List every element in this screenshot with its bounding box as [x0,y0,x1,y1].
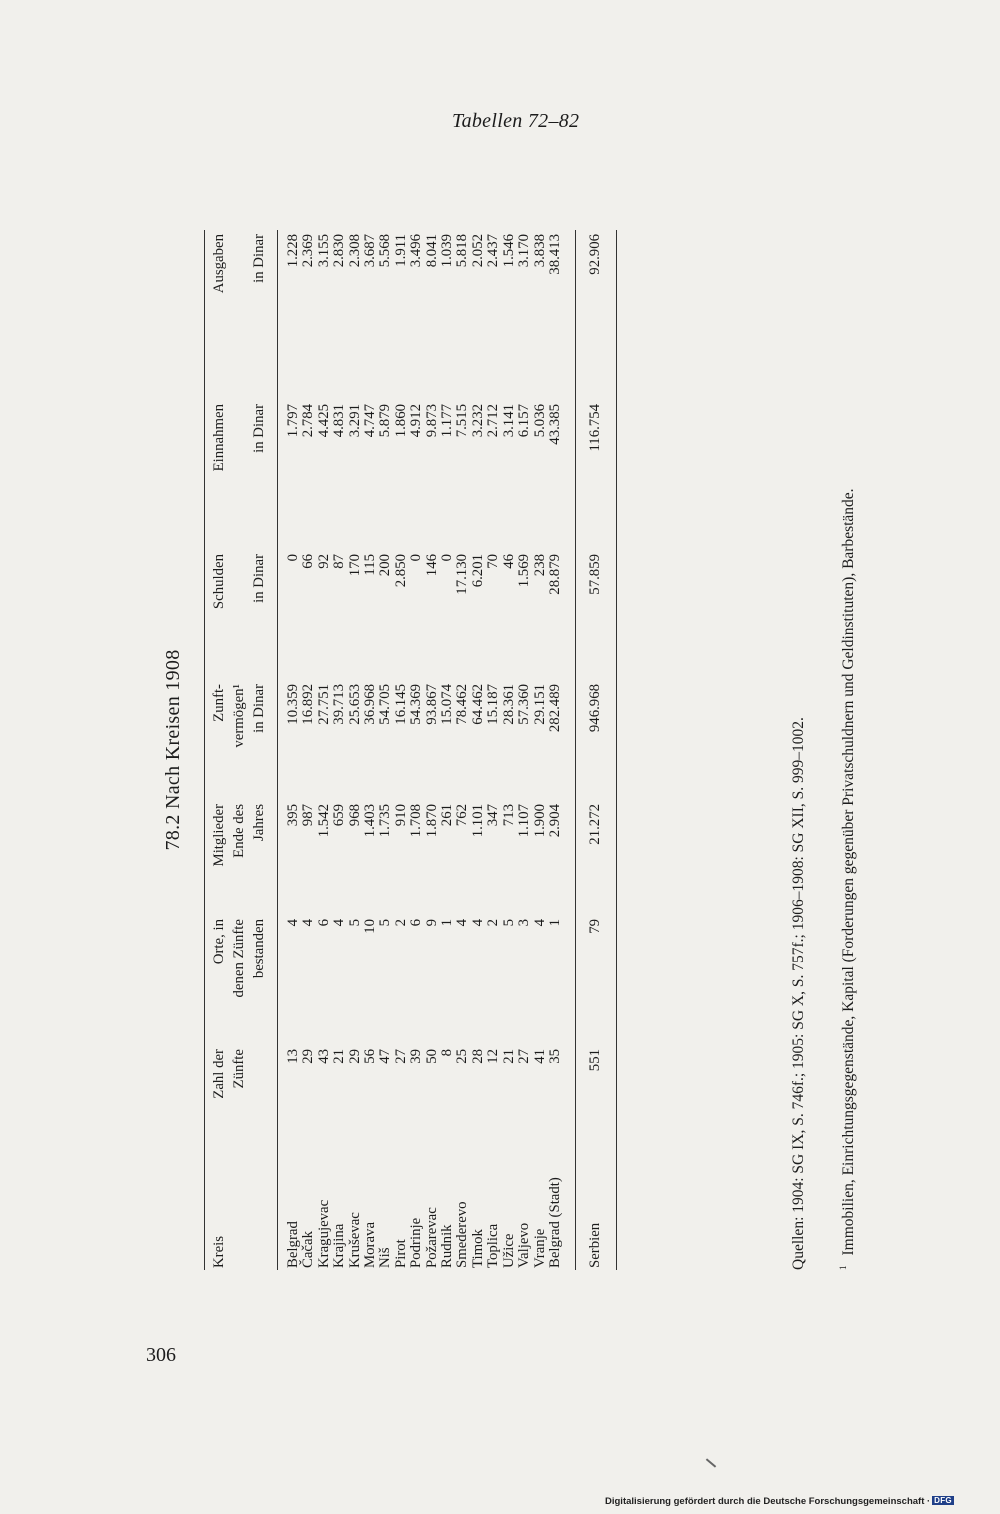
cell-ausgaben: 1.911 [392,234,409,267]
cell-mitglieder: 1.735 [377,804,394,838]
cell-zahl: 13 [285,1049,301,1064]
cell-zahl: 27 [516,1049,533,1064]
cell-schulden: 238 [531,554,548,577]
cell-einnahmen: 5.879 [377,404,394,438]
total-ausgaben: 92.906 [587,234,604,275]
cell-vermoegen: 57.360 [516,684,533,725]
table-title: 78.2 Nach Kreisen 1908 [162,649,184,851]
table-row [548,230,576,1270]
cell-orte: 10 [362,919,379,934]
cell-vermoegen: 16.892 [300,684,317,725]
cell-zahl: 12 [485,1049,502,1064]
cell-orte: 4 [454,919,471,927]
header-einnahmen: Einnahmen in Dinar [211,404,267,472]
cell-ausgaben: 2.052 [469,234,486,268]
cell-einnahmen: 7.515 [454,404,471,438]
cell-orte: 4 [331,919,348,927]
cell-ausgaben: 3.496 [408,234,425,268]
sources-note: Quellen: 1904: SG IX, S. 746f.; 1905: SG X, S. 757f.; 1906–1908: SG XII, S. 999–1002. [790,717,807,1270]
cell-kreis: Niš [377,1247,394,1268]
rotated-table-block [160,230,880,1270]
cell-kreis: Čačak [300,1231,317,1268]
cell-ausgaben: 1.546 [500,234,517,268]
table-row [517,230,532,1270]
total-zahl: 551 [587,1049,604,1072]
cell-ausgaben: 5.818 [454,234,471,268]
table-row [332,230,347,1270]
digitization-credit [605,1496,954,1507]
cell-mitglieder: 261 [439,804,456,827]
cell-einnahmen: 4.831 [331,404,348,438]
cell-orte: 9 [423,919,440,927]
cell-schulden: 2.850 [392,554,409,588]
cell-zahl: 21 [331,1049,348,1064]
cell-vermoegen: 282.489 [546,684,563,733]
cell-mitglieder: 987 [300,804,317,827]
cell-mitglieder: 713 [500,804,517,827]
cell-schulden: 0 [439,554,456,562]
cell-ausgaben: 3.155 [315,234,332,268]
cell-mitglieder: 1.542 [315,804,332,838]
cell-mitglieder: 1.101 [469,804,486,838]
cell-kreis: Valjevo [516,1222,533,1268]
cell-ausgaben: 3.170 [516,234,533,268]
cell-kreis: Užice [500,1233,517,1268]
cell-kreis: Požarevac [423,1207,440,1268]
cell-einnahmen: 4.912 [408,404,425,438]
cell-orte: 4 [285,919,301,927]
total-einnahmen: 116.754 [587,404,604,452]
running-header: Tabellen 72–82 [452,110,580,132]
cell-einnahmen: 4.425 [315,404,332,438]
cell-einnahmen: 4.747 [362,404,379,438]
table-row [378,230,393,1270]
cell-kreis: Toplica [485,1223,502,1268]
cell-kreis: Kragujevac [315,1199,332,1268]
table-row [278,230,302,1270]
cell-schulden: 28.879 [546,554,563,595]
cell-ausgaben: 2.369 [300,234,317,268]
cell-zahl: 41 [531,1049,548,1064]
cell-orte: 1 [546,919,563,927]
cell-vermoegen: 54.705 [377,684,394,725]
cell-vermoegen: 93.867 [423,684,440,725]
cell-kreis: Krajina [331,1223,348,1268]
cell-kreis: Belgrad (Stadt) [546,1177,563,1268]
cell-kreis: Morava [362,1221,379,1268]
cell-vermoegen: 29.151 [531,684,548,725]
cell-zahl: 39 [408,1049,425,1064]
cell-orte: 6 [408,919,425,927]
cell-mitglieder: 1.403 [362,804,379,838]
cell-schulden: 115 [362,554,379,576]
cell-einnahmen: 3.291 [346,404,363,438]
cell-mitglieder: 1.107 [516,804,533,838]
cell-kreis: Vranje [531,1228,548,1268]
cell-zahl: 29 [346,1049,363,1064]
table-total-row [576,230,616,1270]
cell-schulden: 146 [423,554,440,577]
cell-zahl: 21 [500,1049,517,1064]
cell-mitglieder: 347 [485,804,502,827]
cell-schulden: 46 [500,554,517,569]
footnote-marker: 1 [838,1265,848,1270]
cell-zahl: 28 [469,1049,486,1064]
cell-ausgaben: 3.838 [531,234,548,268]
cell-ausgaben: 2.830 [331,234,348,268]
cell-orte: 5 [346,919,363,927]
cell-kreis: Rudnik [439,1224,456,1268]
cell-mitglieder: 1.870 [423,804,440,838]
cell-orte: 2 [392,919,409,927]
cell-orte: 4 [531,919,548,927]
cell-mitglieder: 659 [331,804,348,827]
cell-schulden: 200 [377,554,394,577]
cell-vermoegen: 64.462 [469,684,486,725]
page-number: 306 [146,1344,176,1366]
cell-kreis: Timok [469,1229,486,1268]
cell-vermoegen: 36.968 [362,684,379,725]
cell-einnahmen: 2.784 [300,404,317,438]
table-row [348,230,363,1270]
credit-text: Digitalisierung gefördert durch die Deutsche Forschungsgemeinschaft · [605,1496,931,1507]
cell-orte: 4 [300,919,317,927]
cell-ausgaben: 1.228 [285,234,301,268]
table-row [409,230,424,1270]
cell-schulden: 17.130 [454,554,471,595]
cell-schulden: 0 [285,554,301,562]
cell-zahl: 8 [439,1049,456,1057]
total-mitglieder: 21.272 [587,804,604,845]
table-row [440,230,455,1270]
cell-vermoegen: 27.751 [315,684,332,725]
cell-mitglieder: 910 [392,804,409,827]
cell-vermoegen: 39.713 [331,684,348,725]
total-vermoegen: 946.968 [587,684,604,733]
cell-schulden: 0 [408,554,425,562]
cell-einnahmen: 1.177 [439,404,456,438]
cell-vermoegen: 78.462 [454,684,471,725]
header-schulden: Schulden in Dinar [211,554,267,610]
cell-zahl: 43 [315,1049,332,1064]
cell-orte: 6 [315,919,332,927]
cell-zahl: 29 [300,1049,317,1064]
cell-mitglieder: 395 [285,804,301,827]
cell-ausgaben: 3.687 [362,234,379,268]
cell-zahl: 35 [546,1049,563,1064]
cell-kreis: Pirot [392,1239,409,1268]
cell-kreis: Podrinje [408,1217,425,1268]
cell-orte: 3 [516,919,533,927]
cell-schulden: 92 [315,554,332,569]
cell-vermoegen: 15.187 [485,684,502,725]
cell-vermoegen: 10.359 [285,684,301,725]
cell-zahl: 50 [423,1049,440,1064]
table-row [471,230,486,1270]
cell-ausgaben: 5.568 [377,234,394,268]
cell-einnahmen: 3.141 [500,404,517,438]
cell-vermoegen: 54.369 [408,684,425,725]
cell-mitglieder: 762 [454,804,471,827]
footnote [832,230,860,1270]
cell-mitglieder: 2.904 [546,804,563,838]
header-mitglieder: Mitglieder Ende des Jahres [211,804,267,867]
header-orte: Orte, in denen Zünfte bestanden [211,919,267,998]
cell-ausgaben: 8.041 [423,234,440,268]
table-row [394,230,409,1270]
scan-mark [706,1458,716,1467]
header-ausgaben: Ausgaben in Dinar [211,234,267,294]
cell-ausgaben: 1.039 [439,234,456,268]
cell-einnahmen: 1.860 [392,404,409,438]
total-schulden: 57.859 [587,554,604,595]
cell-zahl: 56 [362,1049,379,1064]
cell-mitglieder: 1.708 [408,804,425,838]
cell-vermoegen: 15.074 [439,684,456,725]
cell-einnahmen: 1.797 [285,404,301,438]
header-kreis: Kreis [211,1235,227,1268]
dfg-logo: DFG [934,1496,952,1505]
cell-schulden: 70 [485,554,502,569]
statistics-table [204,230,617,1270]
cell-vermoegen: 25.653 [346,684,363,725]
table-row [533,230,548,1270]
cell-einnahmen: 6.157 [516,404,533,438]
cell-mitglieder: 1.900 [531,804,548,838]
cell-einnahmen: 2.712 [485,404,502,438]
cell-zahl: 47 [377,1049,394,1064]
cell-schulden: 66 [300,554,317,569]
cell-kreis: Belgrad [285,1221,301,1268]
cell-ausgaben: 38.413 [546,234,563,275]
table-header-row [205,230,278,1270]
total-orte: 79 [587,919,604,934]
cell-orte: 4 [469,919,486,927]
cell-kreis: Kruševac [346,1212,363,1268]
cell-ausgaben: 2.437 [485,234,502,268]
table-row [317,230,332,1270]
table-row [301,230,316,1270]
cell-orte: 5 [377,919,394,927]
cell-kreis: Smederevo [454,1201,471,1268]
cell-schulden: 6.201 [469,554,486,588]
header-zahl: Zahl der Zünfte [211,1049,247,1099]
table-row [363,230,378,1270]
cell-zahl: 25 [454,1049,471,1064]
table-row [486,230,501,1270]
header-vermoegen: Zunft- vermögen¹ in Dinar [211,684,267,748]
cell-einnahmen: 43.385 [546,404,563,445]
cell-orte: 2 [485,919,502,927]
cell-vermoegen: 28.361 [500,684,517,725]
cell-schulden: 1.569 [516,554,533,588]
cell-orte: 1 [439,919,456,927]
cell-einnahmen: 3.232 [469,404,486,438]
cell-schulden: 87 [331,554,348,569]
footnote-text: Immobilien, Einrichtungsgegenstände, Kapital (Forderungen gegenüber Privatschuldnern und Geldinstituten), Barbestände. [840,488,857,1256]
table-row [425,230,440,1270]
cell-ausgaben: 2.308 [346,234,363,268]
total-kreis: Serbien [587,1222,604,1268]
table-row [455,230,470,1270]
cell-einnahmen: 5.036 [531,404,548,438]
cell-vermoegen: 16.145 [392,684,409,725]
cell-zahl: 27 [392,1049,409,1064]
table-row [502,230,517,1270]
cell-mitglieder: 968 [346,804,363,827]
cell-einnahmen: 9.873 [423,404,440,438]
cell-orte: 5 [500,919,517,927]
cell-schulden: 170 [346,554,363,577]
